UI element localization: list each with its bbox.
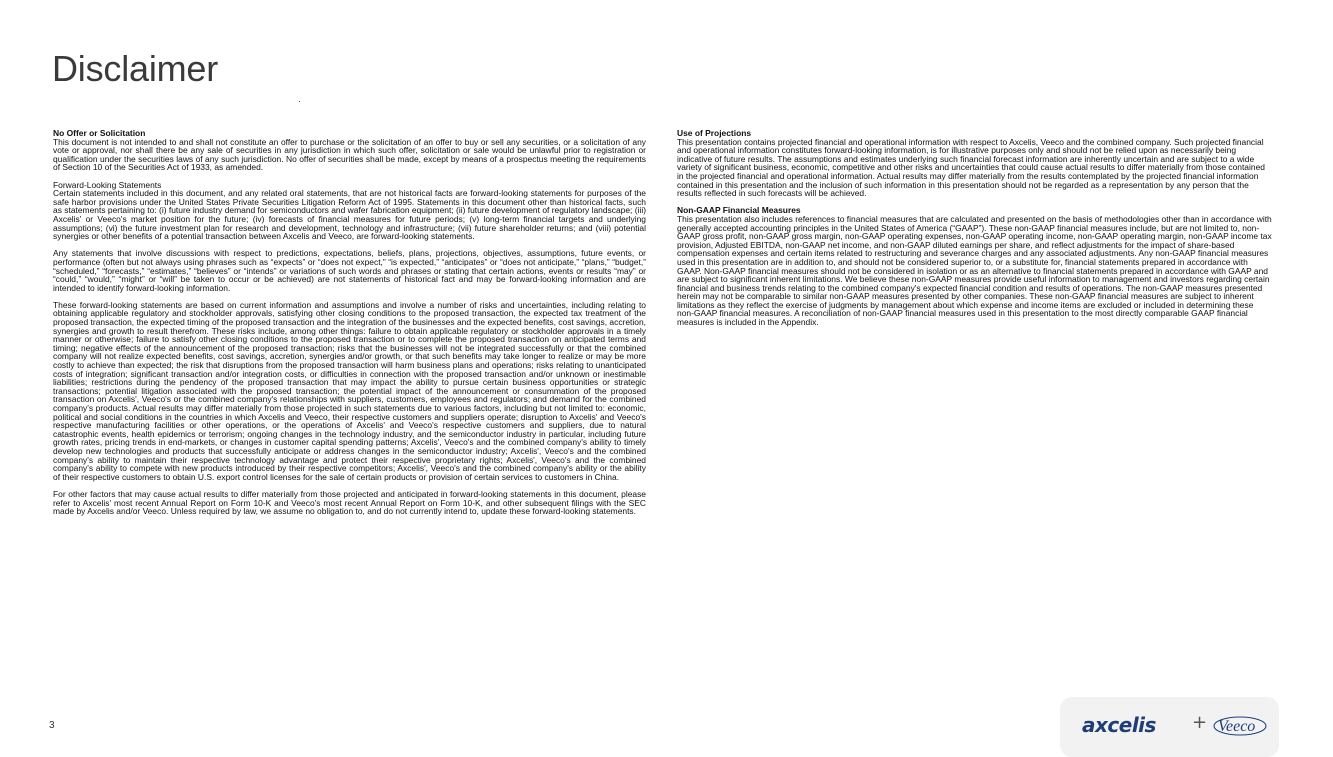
paragraph-other-factors [53, 490, 646, 516]
section-text: This presentation also includes references to financial measures that are calculated and presented on the basis of methodologies other than in accordance with generally accepted accounting principles in the United States of America (“GAAP”). These non-GAAP financial measures include, but are not limited to, non-GAAP gross profit, non-GAAP gross margin, non-GAAP operating expenses, non-GAAP operating income, non-GAAP operating margin, non-GAAP income tax provision, Adjusted EBITDA, non-GAAP net income, and non-GAAP diluted earnings per share, and reflect adjustments for the impact of share-based compensation expenses and certain items related to restructuring and severance charges and any associated adjustments. Any non-GAAP financial measures used in this presentation are in addition to, and should not be considered superior to, or a substitute for, financial statements prepared in accordance with GAAP. Non-GAAP financial measures should not be considered in isolation or as an alternative to financial statements prepared in accordance with GAAP and are subject to significant inherent limitations. We believe these non-GAAP measures provide useful information to management and investors regarding certain financial and business trends relating to the combined company's expected financial condition and results of operations. The non-GAAP measures presented herein may not be comparable to similar non-GAAP measures presented by other companies. These non-GAAP financial measures are subject to inherent limitations as they reflect the exercise of judgments by management about which expense and income items are excluded or included in determining these non-GAAP financial measures. A reconciliation of non-GAAP financial measures used in this presentation to the most directly comparable GAAP financial measures is included in the Appendix. [677, 213, 1272, 328]
paragraph-predictions [53, 249, 646, 292]
page-title: Disclaimer [52, 48, 219, 89]
section-text: This document is not intended to and shall not constitute an offer to purchase or the solicitation of an offer to buy or sell any securities, or a solicitation of any vote or approval, nor shall there be any sale of securities in any jurisdiction in which such offer, solicitation or sale would be unlawful prior to registration or qualification under the securities laws of any such jurisdiction. No offer of securities shall be made, except by means of a prospectus meeting the requirements of Section 10 of the Securities Act of 1933, as amended. [53, 136, 646, 173]
page-number: 3 [49, 720, 55, 731]
stray-dot [299, 101, 300, 102]
left-column [53, 129, 646, 524]
section-no-offer [53, 129, 646, 172]
section-heading: Use of Projections [677, 128, 752, 138]
section-heading: Forward-Looking Statements [53, 179, 162, 190]
section-text: Certain statements included in this document, and any related oral statements, that are not historical facts are forward-looking statements for purposes of the safe harbor provisions under the United States Private Securities Litigation Reform Act of 1995. Statements in this document other than historical facts, such as statements pertaining to: (i) future industry demand for semiconductors and wafer fabrication equipment; (ii) future development of regulatory landscape; (iii) Axcelis' or Veeco's market position for the future; (iv) forecasts of financial measures for future periods; (v) long-term financial targets and underlying assumptions; (vi) the future investment plan for research and development, technology and infrastructure; (vii) future shareholder returns; and (viii) potential synergies or other benefits of a potential transaction between Axcelis and Veeco, are forward-looking statements. [53, 188, 646, 242]
section-heading: No Offer or Solicitation [53, 128, 146, 138]
section-forward-looking [53, 181, 646, 241]
section-use-of-projections [677, 129, 1272, 198]
section-text: This presentation contains projected financial and operational information with respect to Axcelis, Veeco and the combined company. Such projected financial and operational information constitutes forward-looking information, is for illustrative purposes only and should not be relied upon as necessarily being indicative of future results. The assumptions and estimates underlying such financial forecast information are inherently uncertain and are subject to a wide variety of significant business, economic, competitive and other risks and uncertainties that could cause actual results to differ materially from those contained in the projected financial and operational information. Actual results may differ materially from the results contemplated by the projected financial information contained in this presentation and the inclusion of such information in this presentation should not be regarded as a representation by any person that the results reflected in such forecasts will be achieved. [677, 136, 1265, 199]
logo-box [1060, 697, 1279, 757]
section-heading: Non-GAAP Financial Measures [677, 205, 801, 216]
right-column [677, 129, 1272, 335]
section-non-gaap [677, 206, 1272, 326]
paragraph-risks [53, 301, 646, 481]
veeco-logo-text: Veeco [1218, 718, 1256, 735]
plus-sign: + [1192, 712, 1208, 733]
section-text: For other factors that may cause actual results to differ materially from those projected and anticipated in forward-looking statements in this document, please refer to Axcelis' most recent Annual Report on Form 10-K and Veeco's most recent Annual Report on Form 10-K, and other subsequent filings with the SEC made by Axcelis and/or Veeco. Unless required by law, we assume no obligation to, and do not currently intend to, update these forward-looking statements. [53, 488, 646, 517]
veeco-logo [1212, 711, 1268, 739]
axcelis-logo: axcelis [1082, 713, 1156, 737]
section-text: Any statements that involve discussions with respect to predictions, expectations, beliefs, plans, projections, objectives, assumptions, future events, or performance (often but not always using phrases such as “expects” or “does not expect,” “is expected,” “anticipates” or “does not anticipate,” “plans,” “budget,” “scheduled,” “forecasts,” “estimates,” “believes” or “intends” or variations of such words and phrases or stating that certain actions, events or results “may” or “could,” “would,” “might” or “will” be taken to occur or be achieved) are not statements of historical fact and may be forward-looking information and are intended to identify forward-looking information. [53, 248, 646, 293]
section-text: These forward-looking statements are based on current information and assumptions and involve a number of risks and uncertainties, including relating to obtaining applicable regulatory and stockholder approvals, satisfying other closing conditions to the proposed transaction, the expected tax treatment of the proposed transaction, the expected timing of the proposed transaction and the integration of the businesses and the expected benefits, cost savings, accretion, synergies and growth to result therefrom. These risks include, among other things: failure to obtain applicable regulatory or stockholder approvals in a timely manner or otherwise; failure to satisfy other closing conditions to the proposed transaction or to complete the proposed transaction on anticipated terms and timing; negative effects of the announcement of the proposed transaction; risks that the businesses will not be integrated successfully or that the combined company will not realize expected benefits, cost savings, accretion, synergies and/or growth, or that such benefits may take longer to realize or may be more costly to achieve than expected; the risk that disruptions from the proposed transaction will harm business plans and operations; risks relating to unanticipated costs of integration; significant transaction and/or integration costs, or difficulties in connection with the proposed transaction and/or unknown or inestimable liabilities; restrictions during the pendency of the proposed transaction that may impact the ability to pursue certain business opportunities or strategic transactions; potential litigation associated with the proposed transaction; the potential impact of the announcement or consummation of the proposed transaction on Axcelis', Veeco's or the combined company's relationships with suppliers, customers, employees and regulators; and demand for the combined company's products. Actual results may differ materially from those projected in such statements due to various factors, including but not limited to: economic, political and social conditions in the countries in which Axcelis and Veeco, their respective customers and suppliers operate; disruption to Axcelis' and Veeco's respective manufacturing facilities or other operations, or the operations of Axcelis' and Veeco's respective customers and suppliers, due to natural catastrophic events, health epidemics or terrorism; ongoing changes in the technology industry, and the semiconductor industry in particular, including future growth rates, pricing trends in end-markets, or changes in customer capital spending patterns; Axcelis', Veeco's and the combined company's ability to timely develop new technologies and products that successfully anticipate or address changes in the semiconductor industry; Axcelis', Veeco's and the combined company's ability to maintain their respective technology advantage and protect their respective proprietary rights; Axcelis', Veeco's and the combined company's ability to compete with new products introduced by their respective competitors; Axcelis', Veeco's and the combined company's ability or the ability of their respective customers to obtain U.S. export control licenses for the sale of certain products or provision of certain services to customers in China. [53, 299, 646, 482]
